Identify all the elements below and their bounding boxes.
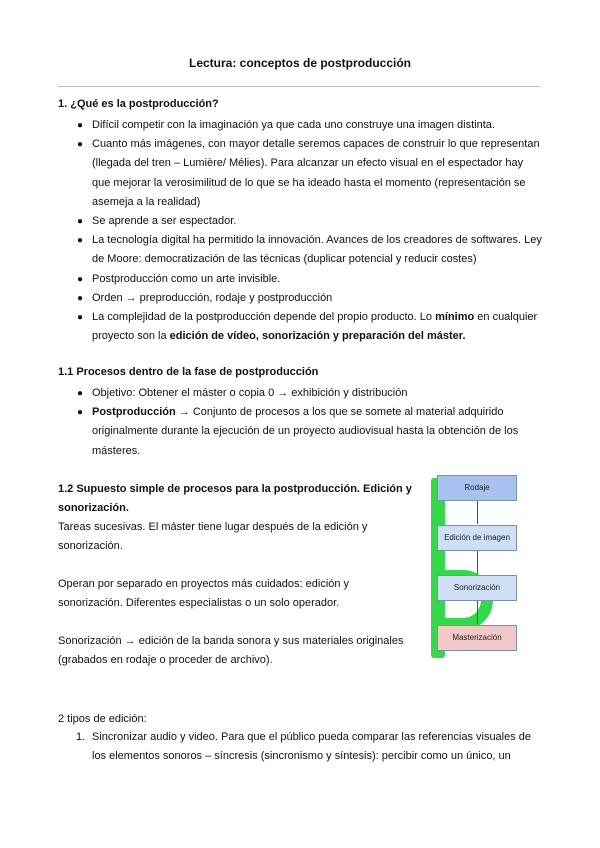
paragraph: Operan por separado en proyectos más cuidados: edición y sonorización. Diferentes especialistas o un solo operador.	[58, 578, 350, 610]
list-item: ● Difícil competir con la imaginación ya que cada uno construye una imagen distinta.	[77, 119, 495, 131]
flow-box-masterizacion: Masterización	[437, 625, 517, 651]
flow-arrow	[477, 550, 478, 574]
editing-list	[58, 728, 544, 766]
list-item: ● Objetivo: Obtener el máster o copia 0 → exhibición y distribución	[77, 387, 408, 399]
flow-arrow	[477, 600, 478, 624]
list-item: 1. Sincronizar audio y video. Para que el público pueda comparar las referencias visuales de los elementos sonoros – síncresis (sincronismo y síntesis): percibir como un único, un	[76, 731, 532, 763]
editing-intro: 2 tipos de edición:	[58, 713, 147, 725]
title-divider	[58, 86, 540, 87]
list-item: ● Orden → preproducción, rodaje y postproducción	[77, 291, 333, 304]
section-1-2-heading: 1.2 Supuesto simple de procesos para la postproducción. Edición y sonorización.	[58, 483, 412, 515]
page-title: Lectura: conceptos de postproducción	[188, 56, 412, 70]
list-item: ● La complejidad de la postproducción depende del propio producto. Lo mínimo en cualquier proyecto son la edición de vídeo, sonorización y preparación del máster.	[77, 311, 538, 343]
list-item: ● La tecnología digital ha permitido la innovación. Avances de los creadores de softwares. Ley de Moore: democratización de las técnicas (duplicar potencial y reducir costes)	[77, 234, 542, 266]
section-1-heading: 1. ¿Qué es la postproducción?	[58, 98, 219, 110]
paragraph: Tareas sucesivas. El máster tiene lugar después de la edición y sonorización.	[58, 521, 368, 553]
list-item: ● Postproducción → Conjunto de procesos a los que se somete al material adquirido originalmente durante la ejecución de un proyecto audiovisual hasta la obtención de los másteres.	[77, 406, 519, 457]
section-1-list	[58, 116, 544, 346]
section-1-1-list	[58, 384, 544, 461]
list-item: ● Postproducción como un arte invisible.	[77, 272, 281, 285]
process-flow-diagram	[425, 470, 525, 660]
flow-arrow	[477, 500, 478, 524]
flow-box-rodaje: Rodaje	[437, 475, 517, 501]
section-1-1-heading: 1.1 Procesos dentro de la fase de postproducción	[58, 366, 319, 378]
list-item: ● Cuanto más imágenes, con mayor detalle seremos capaces de construir lo que representan (llegada del tren – Lumière/ Mélies). Para alcanzar un efecto visual en el espectador hay que mejorar la verosimilitud de lo que se ha ideado hasta el momento (representación se asemeja a la realidad)	[77, 138, 540, 208]
paragraph: Sonorización → edición de la banda sonora y sus materiales originales (grabados en rodaje o proceder de archivo).	[58, 635, 404, 667]
flow-box-sonorizacion: Sonorización	[437, 575, 517, 601]
flow-box-edicion: Edición de imagen	[437, 525, 517, 551]
list-item: ● Se aprende a ser espectador.	[77, 215, 237, 228]
